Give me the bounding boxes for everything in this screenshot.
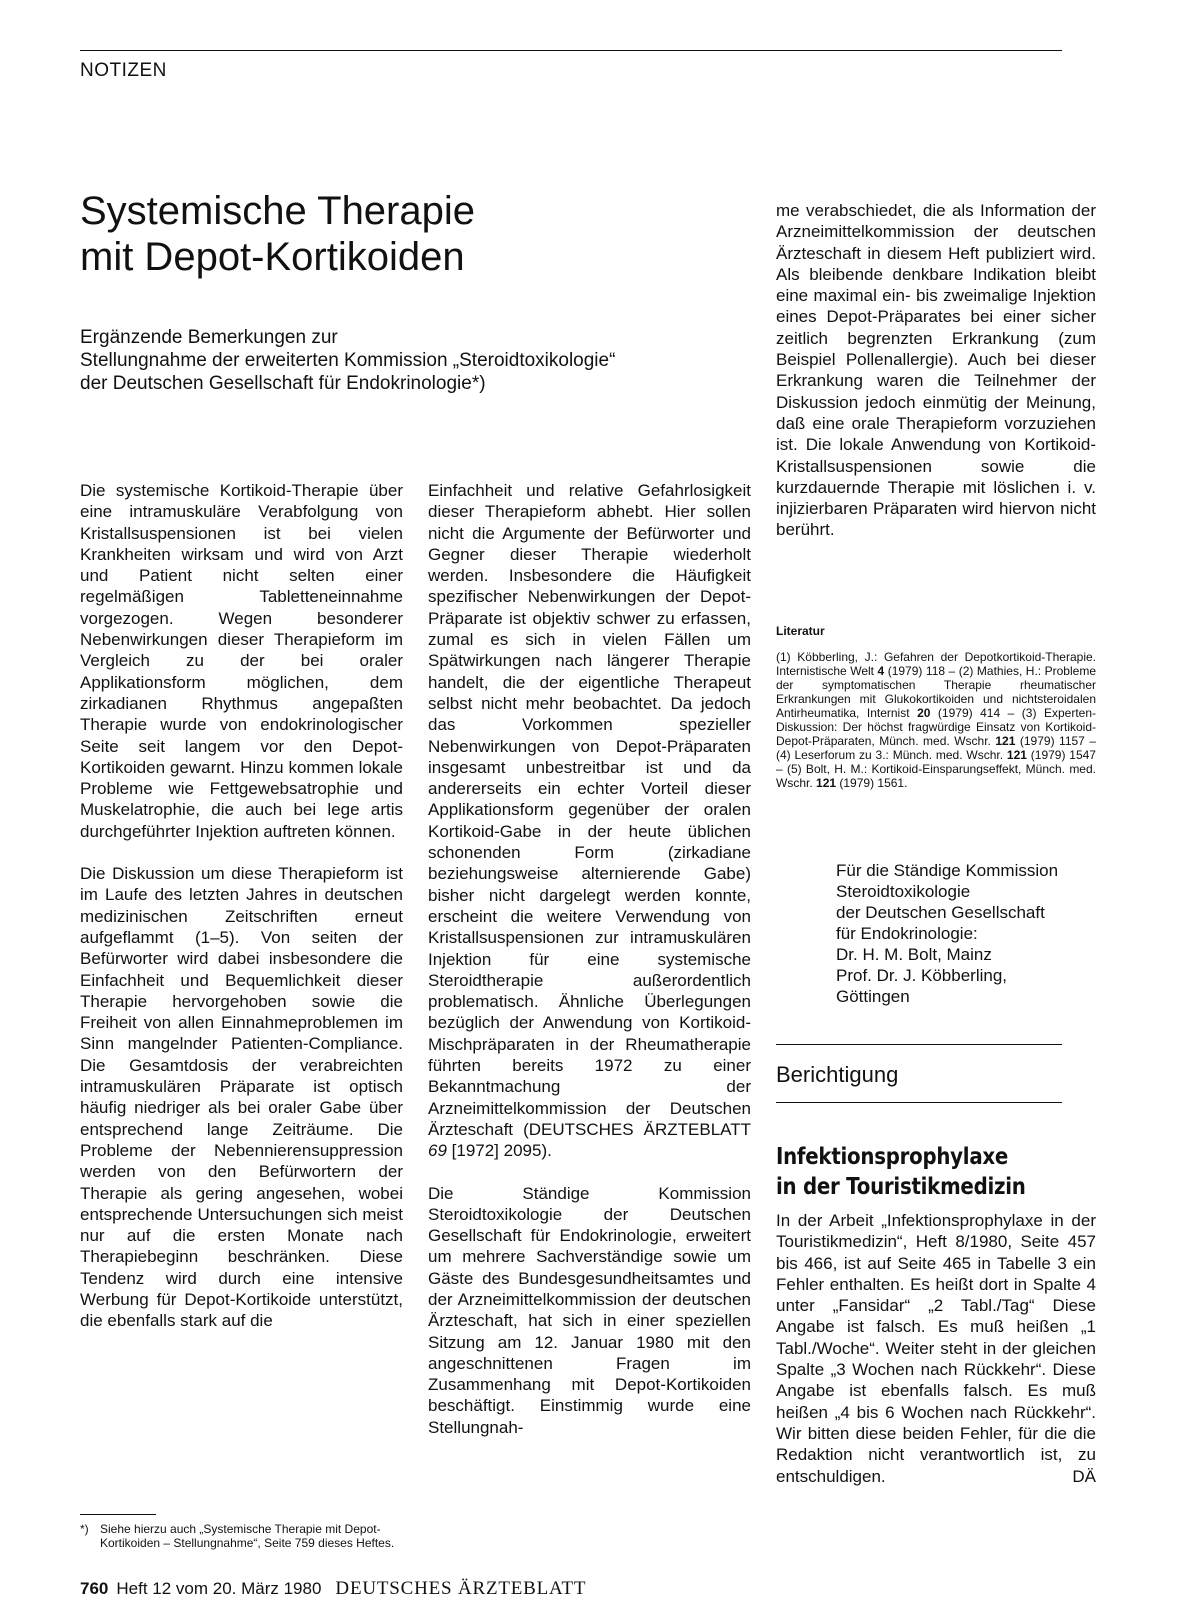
correction-top-rule	[776, 1044, 1062, 1045]
literature-volume: 4	[877, 664, 885, 678]
literature-text: (1979) 414 – (3) Experten-Diskussion: Der höchst fragwürdige Einsatz von Kortikoid-Depot-Präparaten, Münch. med. Wschr.	[776, 706, 1096, 748]
literature-heading: Literatur	[776, 624, 825, 638]
literature-text: (1979) 1561.	[836, 776, 908, 790]
text-column-2	[428, 480, 751, 1438]
correction-title	[776, 1142, 1026, 1202]
signature-line: Dr. H. M. Bolt, Mainz	[836, 945, 992, 964]
literature-text: (1) Köbberling, J.: Gefahren der Depotkortikoid-Therapie. Internistische Welt	[776, 650, 1096, 678]
literature-list	[776, 650, 1096, 790]
footnote-mark: *)	[80, 1522, 89, 1536]
literature-volume: 121	[995, 734, 1016, 748]
article-subtitle-line: Ergänzende Bemerkungen zur	[80, 327, 338, 348]
footnote-text: Siehe hierzu auch „Systemische Therapie mit Depot-Kortikoiden – Stellungnahme“, Seite 759 dieses Heftes.	[100, 1522, 395, 1550]
literature-volume: 20	[917, 706, 931, 720]
paragraph-text: Einfachheit und relative Gefahrlosigkeit dieser Therapieform abhebt. Hier sollen nicht die Argumente der Befürworter und Gegner dieser Therapie wiederholt werden. Insbesondere die Häufigkeit spezifischer Nebenwirkungen der Depot-Präparate ist objektiv schwer zu erfassen, zumal es sich in vielen Fällen um Spätwirkungen nach längerer Therapie handelt, die der eigentliche Therapeut selbst nicht mehr beobachtet. Da jedoch das Vorkommen spezieller Nebenwirkungen von Depot-Präparaten insgesamt unbestreitbar ist und da andererseits ein echter Vorteil dieser Applikationsform gegenüber der oralen Kortikoid-Gabe in der heute üblichen schonenden Form (zirkadiane beziehungsweise alternierende Gabe) bisher nicht dargelegt werden konnte, erscheint die weitere Verwendung von Kristallsuspensionen zur intramuskulären Injektion für eine systemische Steroidtherapie außerordentlich problematisch. Ähnliche Überlegungen bezüglich der Anwendung von Kortikoid-Mischpräparaten in der Rheumatherapie führten bereits 1972 zu einer Bekanntmachung der Arzneimittelkommission der Deutschen Ärzteschaft (DEUTSCHES ÄRZTEBLATT	[428, 481, 751, 1139]
paragraph-text: [1972] 2095).	[446, 1141, 552, 1161]
correction-title-line: in der Touristikmedizin	[776, 1174, 1026, 1200]
correction-title-line: Infektionsprophylaxe	[776, 1144, 1009, 1170]
correction-initials: DÄ	[1072, 1466, 1096, 1486]
issue-info: Heft 12 vom 20. März 1980	[116, 1579, 322, 1598]
literature-text: (1979) 1547 – (5) Bolt, H. M.: Kortikoid-Einsparungseffekt, Münch. med. Wschr.	[776, 748, 1096, 790]
article-title-line: Systemische Therapie	[80, 189, 475, 233]
correction-section-label: Berichtigung	[776, 1062, 899, 1087]
paragraph: Die systemische Kortikoid-Therapie über eine intramuskuläre Verabfolgung von Kristallsuspensionen ist bei vielen Krankheiten wirksam und wird von Arzt und Patient nicht selten einer regelmäßigen Tabletteneinnahme vorgezogen. Wegen besonderer Nebenwirkungen dieser Therapieform im Vergleich zu der bei oraler Applikationsform möglichen, dem zirkadianen Rhythmus angepaßten Therapie wurde von endokrinologischer Seite seit langem vor den Depot-Kortikoiden gewarnt. Hinzu kommen lokale Probleme wie Fettgewebsatrophie und Muskelatrophie, die auch bei lege artis durchgeführter Injektion auftreten können.	[80, 481, 403, 841]
paragraph: me verabschiedet, die als Information der Arzneimittelkommission der deutschen Ärzteschaft in diesem Heft publiziert wird. Als bleibende denkbare Indikation bleibt eine maximal ein- bis zweimalige Injektion eines Depot-Präparates bei einer sicher zeitlich begrenzten Erkrankung (zum Beispiel Pollenallergie). Auch bei dieser Erkrankung waren die Teilnehmer der Diskussion jedoch einmütig der Meinung, daß eine orale Therapieform vorzuziehen ist. Die lokale Anwendung von Kortikoid-Kristallsuspensionen sowie die kurzdauernde Therapie mit löslichen i. v. injizierbaren Präparaten wird hiervon nicht berührt.	[776, 201, 1096, 540]
literature-text: (1979) 118 – (2) Mathies, H.: Probleme der symptomatischen Therapie rheumatischer Erkrankungen mit Glukokortikoiden und nichtsteroidalen Antirheumatika, Internist	[776, 664, 1096, 720]
top-rule	[80, 50, 1062, 51]
correction-bottom-rule	[776, 1102, 1062, 1103]
signature-line: Für die Ständige Kommission	[836, 861, 1059, 880]
article-title-line: mit Depot-Kortikoiden	[80, 235, 465, 279]
article-subtitle-line: der Deutschen Gesellschaft für Endokrinologie*)	[80, 373, 486, 394]
volume-number: 69	[428, 1141, 447, 1161]
signature-line: Prof. Dr. J. Köbberling,	[836, 966, 1008, 985]
page-number: 760	[80, 1579, 109, 1598]
literature-volume: 121	[1006, 748, 1027, 762]
paragraph	[428, 480, 751, 1162]
signature-line: Steroidtoxikologie	[836, 882, 971, 901]
article-subtitle	[80, 326, 615, 395]
correction-paragraph	[776, 1210, 1096, 1487]
article-title	[80, 188, 475, 280]
signature-block	[836, 860, 1058, 1007]
section-label: NOTIZEN	[80, 60, 167, 81]
page-footer	[80, 1578, 586, 1600]
correction-text-column	[776, 1210, 1096, 1487]
correction-text: In der Arbeit „Infektionsprophylaxe in der Touristikmedizin“, Heft 8/1980, Seite 457 bis 466, ist auf Seite 465 in Tabelle 3 ein Fehler enthalten. Es heißt dort in Spalte 4 unter „Fansidar“ „2 Tabl./Tag“ Diese Angabe ist falsch. Es muß heißen „1 Tabl./Woche“. Weiter steht in der gleichen Spalte „3 Wochen nach Rückkehr“. Diese Angabe ist ebenfalls falsch. Es muß heißen „4 bis 6 Wochen nach Rückkehr“. Wir bitten diese beiden Fehler, für die die Redaktion nicht verantwortlich ist, zu entschuldigen.	[776, 1211, 1096, 1486]
text-column-1	[80, 480, 403, 1332]
footnote-rule	[80, 1514, 156, 1515]
signature-line: der Deutschen Gesellschaft	[836, 903, 1045, 922]
article-subtitle-line: Stellungnahme der erweiterten Kommission „Steroidtoxikologie“	[80, 350, 616, 371]
paragraph: Die Ständige Kommission Steroidtoxikologie der Deutschen Gesellschaft für Endokrinologie, erweitert um mehrere Sachverständige sowie um Gäste des Bundesgesundheitsamtes und der Arzneimittelkommission der deutschen Ärzteschaft, hat sich in einer speziellen Sitzung am 12. Januar 1980 mit den angeschnittenen Fragen im Zusammenhang mit Depot-Kortikoiden beschäftigt. Einstimmig wurde eine Stellungnah-	[428, 1183, 751, 1437]
literature-volume: 121	[816, 776, 837, 790]
literature-text: (1979) 1157 – (4) Leserforum zu 3.: Münch. med. Wschr.	[776, 734, 1097, 762]
text-column-3	[776, 200, 1096, 541]
journal-name: DEUTSCHES ÄRZTEBLATT	[335, 1578, 587, 1599]
footnote	[80, 1522, 400, 1550]
signature-line: für Endokrinologie:	[836, 924, 978, 943]
signature-line: Göttingen	[836, 987, 910, 1006]
paragraph: Die Diskussion um diese Therapieform ist im Laufe des letzten Jahres in deutschen medizinischen Zeitschriften erneut aufgeflammt (1–5). Von seiten der Befürworter wird dabei insbesondere die Einfachheit und Bequemlichkeit dieser Therapie hervorgehoben sowie die Freiheit von allen Einnahmeproblemen im Sinn mangelnder Patienten-Compliance. Die Gesamtdosis der verabreichten intramuskulären Präparate ist optisch häufig niedriger als bei oraler Gabe über entsprechend lange Zeiträume. Die Probleme der Nebennierensuppression werden von den Befürwortern der Therapie als gering angesehen, wobei entsprechende Untersuchungen sich meist nur auf die ersten Monate nach Therapiebeginn beschränken. Diese Tendenz wird durch eine intensive Werbung für Depot-Kortikoide unterstützt, die ebenfalls stark auf die	[80, 864, 403, 1331]
